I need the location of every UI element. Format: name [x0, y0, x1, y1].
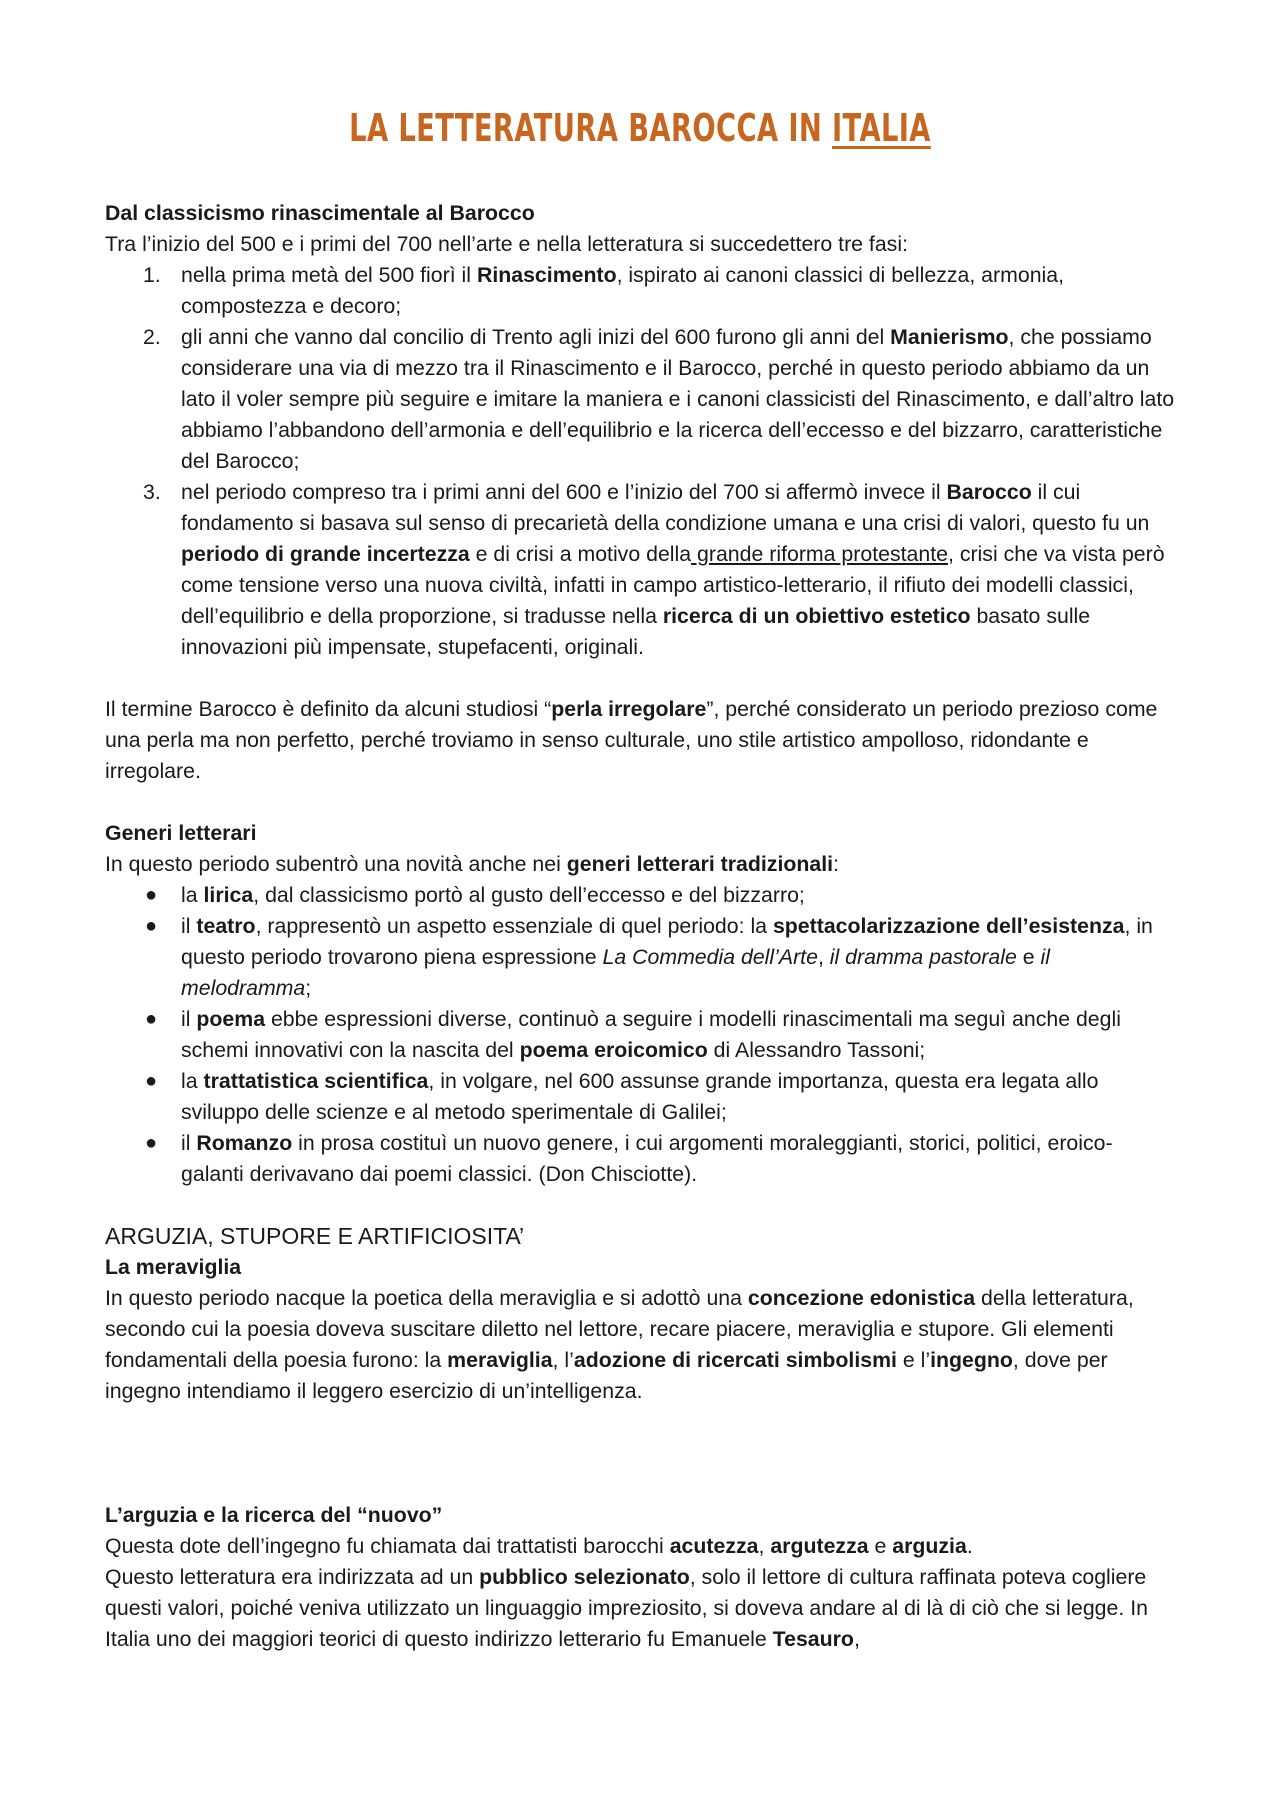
- section-heading: Dal classicismo rinascimentale al Barocco: [105, 201, 535, 225]
- bold-term: poema eroicomico: [519, 1038, 708, 1062]
- text: gli anni che vanno dal concilio di Trento agli inizi del 600 furono gli anni del: [181, 325, 891, 349]
- text: Il termine Barocco è definito da alcuni studiosi “: [105, 697, 552, 721]
- list-number: 1.: [143, 263, 161, 287]
- bullet-icon: ●: [145, 1008, 158, 1030]
- text: , che possiamo considerare una via di mezzo tra il Rinascimento e il Barocco, perché in questo periodo abbiamo da un lato il voler sempre più seguire e imitare la maniera e i canoni classicisti del Rinascimento, e dall’altro lato abbiamo l’abbandono dell’armonia e dell’equilibrio e la ricerca dell’eccesso e del bizzarro, caratteristiche del Barocco;: [181, 325, 1175, 473]
- list-item: [105, 477, 1175, 663]
- bold-term: periodo di grande incertezza: [181, 542, 470, 566]
- text: In questo periodo nacque la poetica della meraviglia e si adottò una: [105, 1286, 748, 1310]
- text: ,: [758, 1534, 771, 1558]
- spacer: [105, 1190, 1175, 1221]
- title-underlined-word: ITALIA: [832, 106, 931, 150]
- paragraph: [105, 694, 1175, 787]
- text: e l’: [896, 1348, 931, 1372]
- text: .: [966, 1534, 973, 1558]
- text: in prosa costituì un nuovo genere, i cui argomenti moraleggianti, storici, politici, eroico-galanti derivavano dai poemi classici. (Don Chisciotte).: [181, 1131, 1113, 1186]
- text: il cui fondamento si basava sul senso di precarietà della condizione umana e una crisi di valori, questo fu un: [181, 480, 1150, 535]
- paragraph: [105, 1562, 1175, 1655]
- title-text: LA LETTERATURA BAROCCA IN: [349, 106, 833, 150]
- bullet-icon: ●: [145, 884, 158, 906]
- bullet-icon: ●: [145, 915, 158, 937]
- text: nel periodo compreso tra i primi anni del 600 e l’inizio del 700 si affermò invece il: [181, 480, 947, 504]
- text: , dal classicismo portò al gusto dell’eccesso e del bizzarro;: [253, 883, 805, 907]
- bullet-list: [105, 880, 1175, 1190]
- text: ”, perché considerato un periodo prezioso come una perla ma non perfetto, perché troviamo in senso culturale, uno stile artistico ampolloso, ridondante e irregolare.: [105, 697, 1158, 783]
- text: ebbe espressioni diverse, continuò a seguire i modelli rinascimentali ma seguì anche degli schemi innovativi con la nascita del: [181, 1007, 1121, 1062]
- section-heading-large: ARGUZIA, STUPORE E ARTIFICIOSITA’: [105, 1223, 525, 1249]
- bold-term: Barocco: [946, 480, 1032, 504]
- list-number: 2.: [143, 325, 161, 349]
- italic-term: il dramma pastorale: [829, 945, 1017, 969]
- bold-term: lirica: [203, 883, 254, 907]
- list-item: [105, 880, 1175, 911]
- spacer: [105, 787, 1175, 818]
- text: , dove per ingegno intendiamo il leggero esercizio di un’intelligenza.: [105, 1348, 1108, 1403]
- bold-term: poema: [196, 1007, 266, 1031]
- text: e: [868, 1534, 893, 1558]
- text: Questo letteratura era indirizzata ad un: [105, 1565, 480, 1589]
- list-item: [105, 1128, 1175, 1190]
- text: la: [181, 883, 204, 907]
- text: Questa dote dell’ingegno fu chiamata dai trattatisti barocchi: [105, 1534, 670, 1558]
- bold-term: teatro: [196, 914, 256, 938]
- bold-term: ricerca di un obiettivo estetico: [662, 604, 971, 628]
- section-intro: [105, 849, 1175, 880]
- bold-term: Tesauro: [772, 1627, 854, 1651]
- bold-term: Romanzo: [196, 1131, 293, 1155]
- numbered-list: [105, 260, 1175, 663]
- list-item: [105, 1066, 1175, 1128]
- text: :: [833, 852, 839, 876]
- text: ;: [305, 976, 312, 1000]
- bold-term: pubblico selezionato: [479, 1565, 690, 1589]
- italic-term: La Commedia dell’Arte: [602, 945, 818, 969]
- text: il: [181, 914, 197, 938]
- section-intro: Tra l’inizio del 500 e i primi del 700 nell’arte e nella letteratura si succedettero tre fasi:: [105, 232, 908, 256]
- bullet-icon: ●: [145, 1132, 158, 1154]
- paragraph: [105, 1283, 1175, 1407]
- bold-term: meraviglia: [447, 1348, 553, 1372]
- text: la: [181, 1069, 204, 1093]
- page-title: [179, 106, 1101, 150]
- list-item: [105, 260, 1175, 322]
- bold-term: argutezza: [770, 1534, 869, 1558]
- bold-term: acutezza: [669, 1534, 759, 1558]
- bold-term: Manierismo: [890, 325, 1009, 349]
- text: In questo periodo subentrò una novità anche nei: [105, 852, 567, 876]
- text: nella prima metà del 500 fiorì il: [181, 263, 477, 287]
- italic-term: il melodramma: [181, 945, 1050, 1000]
- bold-term: adozione di ricercati simbolismi: [573, 1348, 897, 1372]
- text: il: [181, 1007, 197, 1031]
- bold-term: perla irregolare: [551, 697, 707, 721]
- text: ,: [817, 945, 830, 969]
- subsection-heading: La meraviglia: [105, 1255, 242, 1279]
- document-body: [105, 198, 1175, 1655]
- text: , in volgare, nel 600 assunse grande importanza, questa era legata allo sviluppo delle scienze e al metodo sperimentale di Galilei;: [181, 1069, 1099, 1124]
- bold-term: trattatistica scientifica: [203, 1069, 429, 1093]
- list-item: [105, 1004, 1175, 1066]
- list-item: [105, 911, 1175, 1004]
- text: basato sulle innovazioni più impensate, stupefacenti, originali.: [181, 604, 1091, 659]
- text: ,: [853, 1627, 860, 1651]
- bold-term: spettacolarizzazione dell’esistenza: [772, 914, 1125, 938]
- spacer: [105, 1407, 1175, 1500]
- text: il: [181, 1131, 197, 1155]
- text: e: [1016, 945, 1041, 969]
- text: e di crisi a motivo della: [469, 542, 692, 566]
- text: , solo il lettore di cultura raffinata poteva cogliere questi valori, poiché veniva utilizzato un linguaggio impreziosito, si doveva andare al di là di ciò che si legge. In Italia uno dei maggiori teorici di questo indirizzo letterario fu Emanuele: [105, 1565, 1148, 1651]
- bold-term: concezione edonistica: [747, 1286, 976, 1310]
- text: , rappresentò un aspetto essenziale di quel periodo: la: [255, 914, 773, 938]
- bold-term: arguzia: [892, 1534, 967, 1558]
- subsection-heading: L’arguzia e la ricerca del “nuovo”: [105, 1503, 443, 1527]
- bold-term: ingegno: [930, 1348, 1013, 1372]
- text: , crisi che va vista però come tensione verso una nuova civiltà, infatti in campo artistico-letterario, il rifiuto dei modelli classici, dell’equilibrio e della proporzione, si tradusse nella: [181, 542, 1165, 628]
- text: , l’: [552, 1348, 574, 1372]
- spacer: [105, 663, 1175, 694]
- list-item: [105, 322, 1175, 477]
- text: di Alessandro Tassoni;: [707, 1038, 926, 1062]
- paragraph: [105, 1531, 1175, 1562]
- underlined-term: grande riforma protestante: [691, 542, 948, 566]
- list-number: 3.: [143, 480, 161, 504]
- text: della letteratura, secondo cui la poesia doveva suscitare diletto nel lettore, recare piacere, meraviglia e stupore. Gli elementi fondamentali della poesia furono: la: [105, 1286, 1134, 1372]
- text: , ispirato ai canoni classici di bellezza, armonia, compostezza e decoro;: [181, 263, 1065, 318]
- section-heading: Generi letterari: [105, 821, 257, 845]
- bold-term: generi letterari tradizionali: [566, 852, 834, 876]
- bold-term: Rinascimento: [476, 263, 617, 287]
- bullet-icon: ●: [145, 1070, 158, 1092]
- text: , in questo periodo trovarono piena espressione: [181, 914, 1153, 969]
